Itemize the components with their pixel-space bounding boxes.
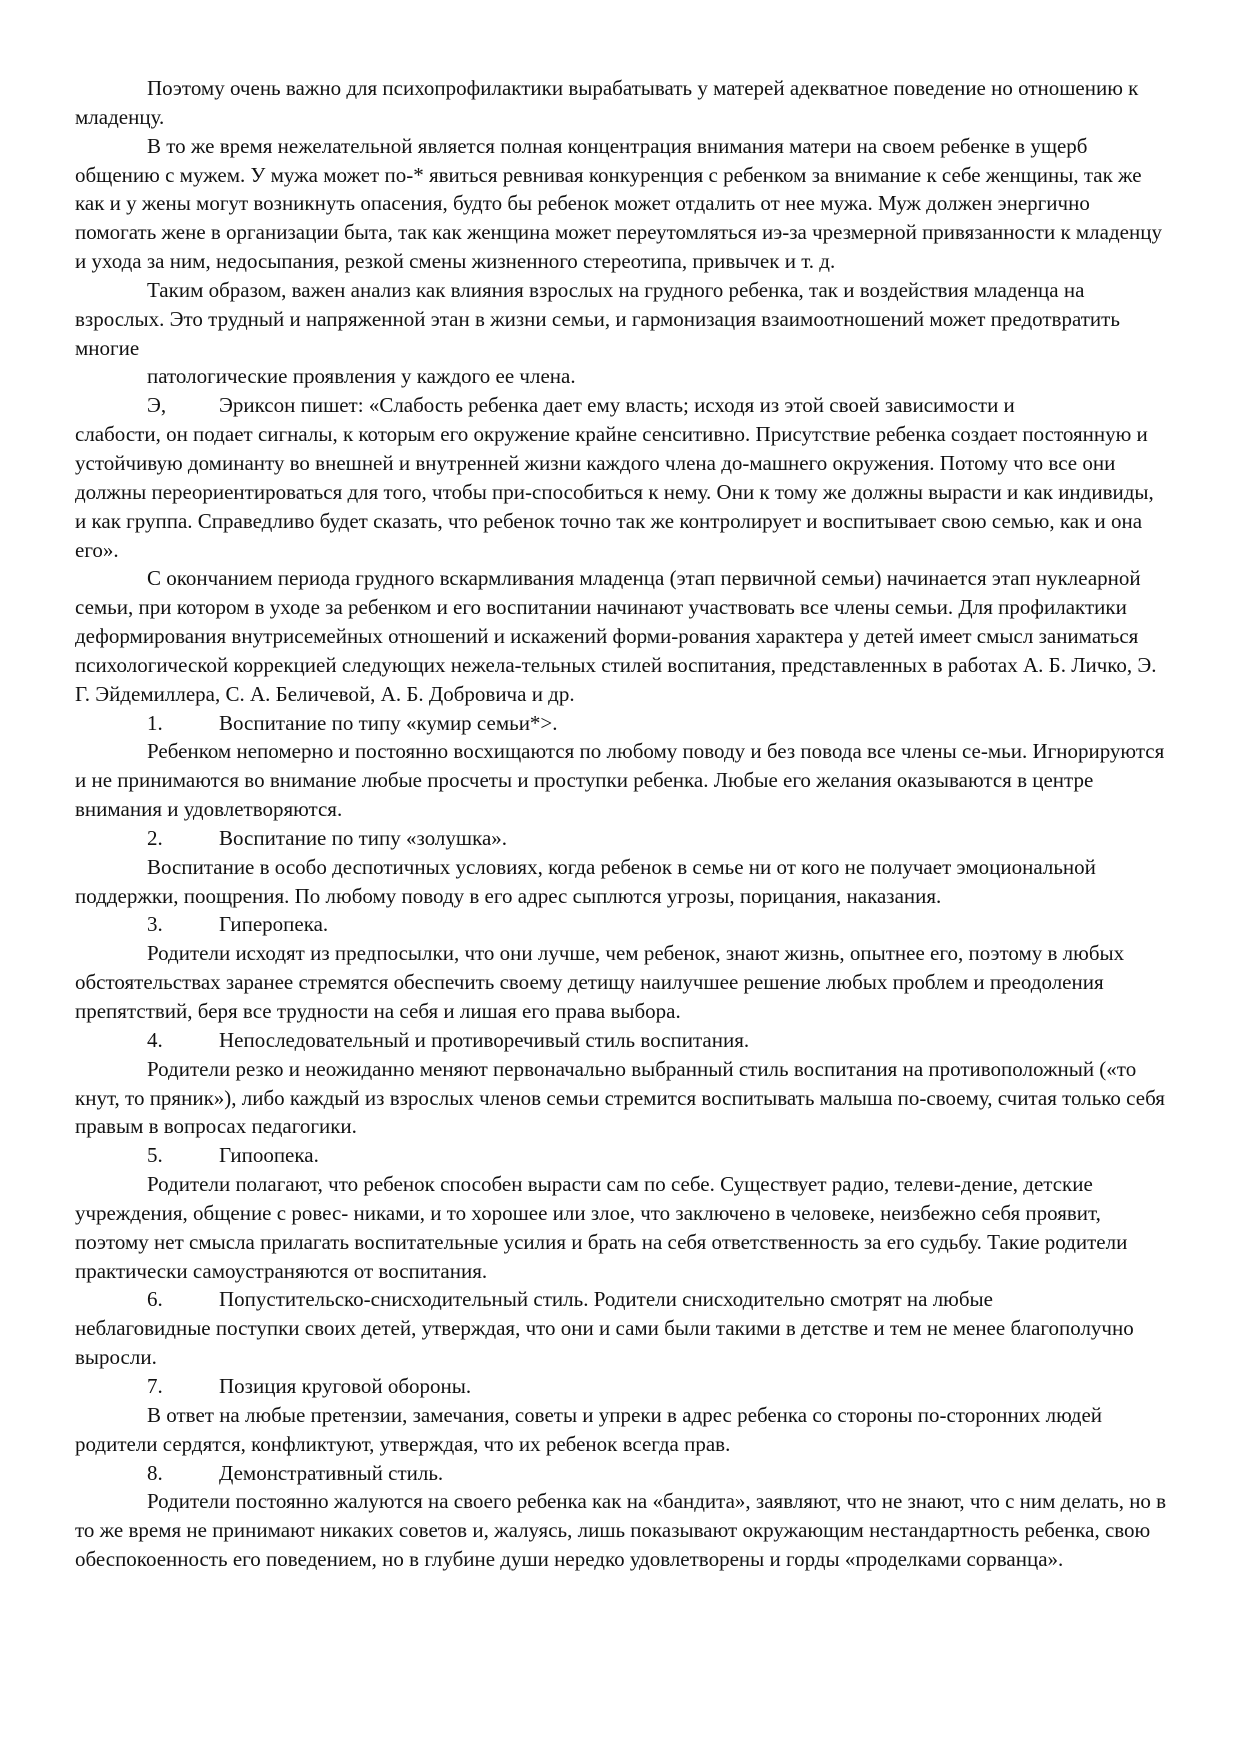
list-item-description: Родители постоянно жалуются на своего ребенка как на «бандита», заявляют, что не знают, что с ним делать, но в то же время не принимают никаких советов и, жалуясь, лишь показывают окружающим нестандартность ребенка, свою обеспокоенность его поведением, но в глубине души нередко удовлетворены и горды «проделками сорванца». (75, 1489, 1167, 1572)
document-page (75, 74, 1170, 1574)
erikson-quote-rest: слабости, он подает сигналы, к которым его окружение крайне сенситивно. Присутствие ребенка создает постоянную и устойчивую доминанту во внешней и внутренней жизни каждого члена до-машнего окружения. Потому что все они должны переориентироваться для того, чтобы при-способиться к нему. Они к тому же должны вырасти и как индивиды, и как группа. Справедливо будет сказать, что ребенок точно так же контролирует и воспитывает свою семью, как и она его». (75, 422, 1154, 562)
list-item-title (75, 1141, 1170, 1170)
list-item-title (75, 709, 1170, 738)
list-item-heading: Непоследовательный и противоречивый стиль воспитания. (219, 1027, 750, 1052)
list-item-number: 1. (147, 710, 163, 735)
list-item-six-first-line (75, 1285, 1170, 1314)
list-item-six (75, 1285, 1170, 1372)
erikson-quote-block (75, 391, 1170, 564)
list-item-heading: Гипоопека. (219, 1143, 319, 1168)
list-item-heading: Гиперопека. (219, 912, 329, 937)
list-item-number: 8. (147, 1460, 163, 1485)
list-item-description: Родители исходят из предпосылки, что они лучше, чем ребенок, знают жизнь, опытнее его, поэтому в любых обстоятельствах заранее стремятся обеспечить своему детищу наилучшее решение любых проблем и преодоления препятствий, беря все трудности на себя и лишая его права выбора. (75, 941, 1125, 1023)
list-item-title (75, 1459, 1170, 1488)
list-item-heading: Демонстративный стиль. (219, 1460, 444, 1485)
list-item-heading: Воспитание по типу «кумир семьи*>. (219, 710, 558, 735)
erikson-quote-first-line (75, 391, 1170, 420)
list-item-description: Воспитание в особо деспотичных условиях, когда ребенок в семье ни от кого не получает эмоциональной поддержки, поощрения. По любому поводу в его адрес сыплются угрозы, порицания, наказания. (75, 854, 1096, 908)
paragraph-nuclear-family: С окончанием периода грудного вскармливания младенца (этап первичной семьи) начинается этап нуклеарной семьи, при котором в уходе за ребенком и его воспитании начинают участвовать все члены семьи. Для профилактики деформирования внутрисемейных отношений и искажений форми-рования характера у детей имеет смысл заниматься психологической коррекцией следующих нежела-тельных стилей воспитания, представленных в работах А. Б. Личко, Э. Г. Эйдемиллера, С. А. Беличевой, А. Б. Добровича и др. (75, 566, 1157, 706)
list-item-description: Родители полагают, что ребенок способен вырасти сам по себе. Существует радио, телеви-дение, детские учреждения, общение с ровес- никами, и то хорошее или злое, что заключено в человеке, неизбежно себя проявит, поэтому нет смысла прилагать воспитательные усилия и брать на себя ответственность за его судьбу. Такие родители практически самоустраняются от воспитания. (75, 1172, 1128, 1283)
list-item-heading: Позиция круговой обороны. (219, 1373, 472, 1398)
list-item-heading: Воспитание по типу «золушка». (219, 825, 508, 850)
list-item-six-rest: неблаговидные поступки своих детей, утверждая, что они и сами были такими в детстве и тем не менее благополучно выросли. (75, 1316, 1134, 1370)
list-item-title (75, 1372, 1170, 1401)
list-item-number: 3. (147, 912, 163, 937)
paragraph-adult-influence-continuation: патологические проявления у каждого ее члена. (147, 364, 576, 389)
erikson-initial: Э, (147, 393, 167, 418)
list-item-title (75, 910, 1170, 939)
paragraph-adult-influence: Таким образом, важен анализ как влияния взрослых на грудного ребенка, так и воздействия младенца на взрослых. Это трудный и напряженной этан в жизни семьи, и гармонизация взаимоотношений может предотвратить многие (75, 277, 1120, 360)
list-item-description: Ребенком непомерно и постоянно восхищаются по любому поводу и без повода все члены се-мьи. Игнорируются и не принимаются во внимание любые просчеты и проступки ребенка. Любые его желания оказываются в центре внимания и удовлетворяются. (75, 739, 1165, 822)
list-item-number: 5. (147, 1143, 163, 1168)
list-item-number: 4. (147, 1027, 163, 1052)
list-item-description: Родители резко и неожиданно меняют первоначально выбранный стиль воспитания на противоположный («то кнут, то пряник»), либо каждый из взрослых членов семьи стремится воспитывать малыша по-своему, считая только себя правым в вопросах педагогики. (75, 1056, 1165, 1139)
list-item-number: 6. (147, 1287, 163, 1312)
paragraph-mother-focus: В то же время нежелательной является полная концентрация внимания матери на своем ребенке в ущерб общению с мужем. У мужа может по-* явиться ревнивая конкуренция с ребенком за внимание к себе женщины, так же как и у жены могут возникнуть опасения, будто бы ребенок может отдалить от нее мужа. Муж должен энергично помогать жене в организации быта, так как женщина может переутомляться иэ-за чрезмерной привязанности к младенцу и ухода за ним, недосыпания, резкой смены жизненного стереотипа, привычек и т. д. (75, 133, 1162, 274)
list-item-six-start: Попустительско-снисходительный стиль. Родители снисходительно смотрят на любые (219, 1287, 993, 1312)
list-item-description: В ответ на любые претензии, замечания, советы и упреки в адрес ребенка со стороны по-сторонних людей родители сердятся, конфликтуют, утверждая, что их ребенок всегда прав. (75, 1402, 1103, 1456)
paragraph-psychoprophylaxis: Поэтому очень важно для психопрофилактики вырабатывать у матерей адекватное поведение но отношению к младенцу. (75, 76, 1139, 129)
list-item-number: 7. (147, 1373, 163, 1398)
erikson-quote-start: Эриксон пишет: «Слабость ребенка дает ему власть; исходя из этой своей зависимости и (219, 393, 1015, 418)
list-item-title (75, 824, 1170, 853)
list-item-title (75, 1026, 1170, 1055)
list-item-number: 2. (147, 825, 163, 850)
